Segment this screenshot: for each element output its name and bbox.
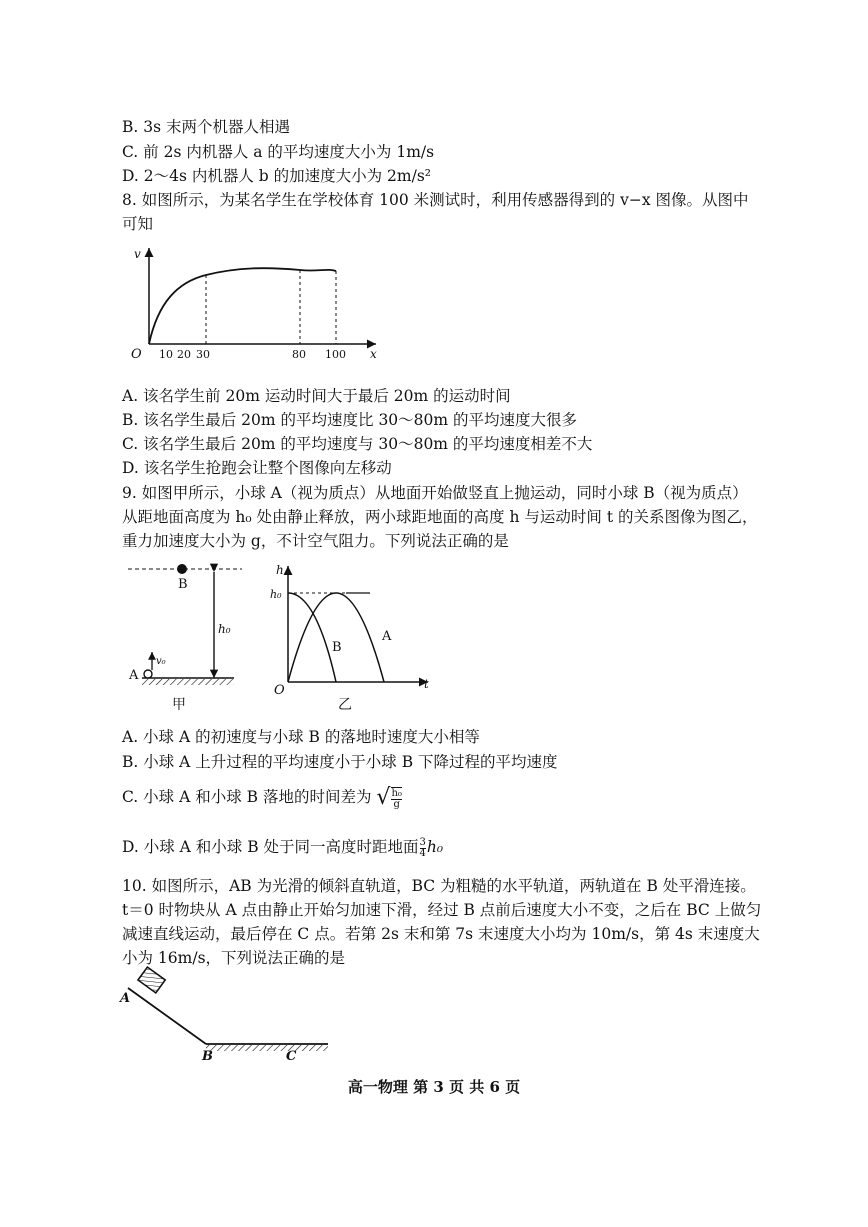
q9-yi-h0-label: h₀: [270, 588, 282, 601]
q9-yi-a-label: A: [382, 629, 392, 644]
q8-stem-line1: 8. 如图所示，为某名学生在学校体育 100 米测试时，利用传感器得到的 v−x 图像。从图中: [122, 191, 749, 209]
q7-option-c: C. 前 2s 内机器人 a 的平均速度大小为 1m/s: [122, 143, 435, 161]
q9-option-d-frac-den: 4: [419, 847, 426, 859]
q9-yi-curve-a: [288, 593, 384, 682]
q9-stem-line1: 9. 如图甲所示，小球 A（视为质点）从地面开始做竖直上抛运动，同时小球 B（视为质点）: [122, 484, 748, 502]
q9-option-c-sqrt-num: h₀: [391, 787, 402, 799]
q9-figure-jia: [118, 560, 248, 713]
q7-option-d: D. 2～4s 内机器人 b 的加速度大小为 2m/s²: [122, 167, 431, 185]
q7-option-b: B. 3s 末两个机器人相遇: [122, 118, 290, 136]
q9-figure-yi: [266, 560, 436, 713]
q9-yi-t-label: t: [424, 677, 429, 691]
q9-yi-origin: O: [274, 683, 285, 698]
q10-stem-line4: 小为 16m/s，下列说法正确的是: [122, 949, 346, 967]
q9-option-c-text: C. 小球 A 和小球 B 落地的时间差为: [122, 788, 372, 806]
q9-option-c: [122, 786, 403, 810]
q8-y-label: v: [134, 247, 141, 261]
q10-stem-line2: t＝0 时物块从 A 点由静止开始匀加速下滑，经过 B 点前后速度大小不变，之后在 BC 上做匀: [122, 901, 762, 919]
q9-jia-b-label: B: [178, 577, 188, 592]
q10-stem-line1: 10. 如图所示，AB 为光滑的倾斜直轨道，BC 为粗糙的水平轨道，两轨道在 B 处平滑连接。: [122, 877, 756, 895]
q9-yi-b-label: B: [332, 640, 342, 655]
q8-option-b: B. 该名学生最后 20m 的平均速度比 30～80m 的平均速度大很多: [122, 411, 578, 429]
q9-stem-line2: 从距地面高度为 h₀ 处由静止释放，两小球距地面的高度 h 与运动时间 t 的关系图像为图乙，: [122, 508, 758, 526]
q9-option-a: A. 小球 A 的初速度与小球 B 的落地时速度大小相等: [122, 728, 480, 746]
q8-vx-graph: [118, 242, 388, 374]
q9-yi-caption: 乙: [338, 697, 352, 713]
q9-option-d-text: D. 小球 A 和小球 B 处于同一高度时距地面: [122, 838, 419, 856]
q8-option-a: A. 该名学生前 20m 运动时间大于最后 20m 的运动时间: [122, 387, 511, 405]
q9-ball-a: [144, 670, 152, 678]
q10-label-a: A: [120, 991, 131, 1006]
q8-x-label: x: [370, 347, 377, 361]
q10-figure: [116, 968, 336, 1072]
q9-jia-caption: 甲: [172, 697, 186, 713]
q9-jia-ground-hatch: [142, 679, 234, 685]
q9-option-d-suffix: h₀: [426, 838, 444, 856]
q10-incline-ab: [128, 988, 206, 1044]
q8-tick-20: 20: [177, 348, 191, 361]
q8-option-c: C. 该名学生最后 20m 的平均速度与 30～80m 的平均速度相差不大: [122, 435, 593, 453]
q10-stem-line3: 减速直线运动，最后停在 C 点。若第 2s 末和第 7s 末速度大小均为 10m/s，第 4s 末速度大: [122, 925, 760, 943]
q9-jia-a-label: A: [129, 668, 139, 683]
q9-option-d: [122, 836, 443, 859]
q8-tick-10: 10: [159, 348, 173, 361]
q8-curve: [149, 268, 336, 344]
page-footer: 高一物理 第 3 页 共 6 页: [347, 1078, 521, 1096]
q9-stem-line3: 重力加速度大小为 g，不计空气阻力。下列说法正确的是: [122, 532, 509, 550]
q9-option-d-frac-num: 3: [419, 836, 426, 848]
q9-yi-curve-b: [288, 593, 336, 682]
q9-yi-h-label: h: [276, 563, 284, 577]
q10-block: [138, 967, 165, 993]
q10-label-c: C: [286, 1049, 297, 1064]
q9-option-b: B. 小球 A 上升过程的平均速度小于小球 B 下降过程的平均速度: [122, 753, 558, 771]
q9-ball-b: [177, 564, 187, 574]
q10-label-b: B: [202, 1049, 213, 1064]
q8-origin: O: [131, 347, 142, 362]
q10-track-hatch: [206, 1045, 328, 1051]
q8-tick-30: 30: [196, 348, 210, 361]
q9-jia-v0: v₀: [156, 656, 166, 667]
q8-tick-100: 100: [325, 348, 346, 361]
q8-tick-80: 80: [292, 348, 306, 361]
q9-option-c-sqrt-den: g: [393, 798, 400, 810]
q9-jia-h0: h₀: [218, 622, 231, 636]
q8-stem-line2: 可知: [122, 215, 154, 233]
q9-option-c-sqrt: √ $\frac{\text{h₀}}{g}$: [376, 785, 402, 811]
q8-option-d: D. 该名学生抢跑会让整个图像向左移动: [122, 459, 392, 477]
